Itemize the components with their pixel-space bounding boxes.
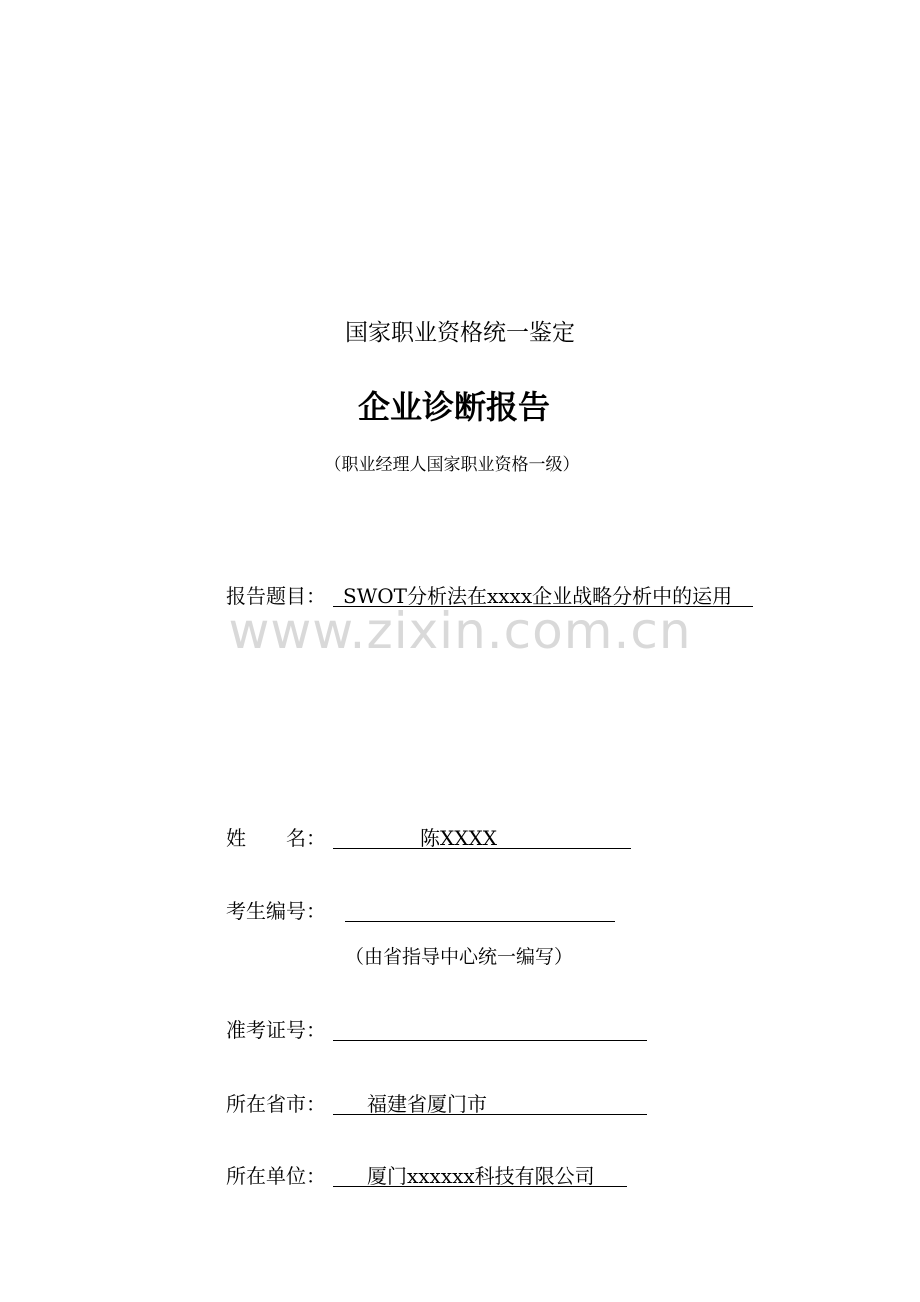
ticket-number-label: 准考证号： [226, 1018, 326, 1042]
company-value: 厦门xxxxxx科技有限公司 [367, 1164, 595, 1188]
report-subtitle: （职业经理人国家职业资格一级） [324, 455, 580, 475]
city-label: 所在省市： [226, 1092, 326, 1116]
name-field [333, 822, 631, 849]
company-field [333, 1160, 627, 1187]
name-label: 姓 名： [226, 826, 326, 850]
exam-number-note: （由省指导中心统一编写） [345, 946, 574, 968]
watermark: www.zixin.com.cn [228, 602, 692, 660]
city-value: 福建省厦门市 [367, 1092, 487, 1116]
report-title: 企业诊断报告 [357, 388, 550, 426]
topic-value: SWOT分析法在xxxx企业战略分析中的运用 [343, 584, 733, 608]
company-label: 所在单位： [226, 1164, 326, 1188]
exam-number-field [345, 895, 615, 922]
ticket-number-field [333, 1014, 647, 1041]
exam-number-label: 考生编号： [226, 899, 326, 923]
name-value: 陈XXXX [420, 826, 497, 850]
certification-heading: 国家职业资格统一鉴定 [345, 320, 575, 346]
topic-label: 报告题目： [226, 584, 326, 608]
city-field [333, 1088, 647, 1115]
